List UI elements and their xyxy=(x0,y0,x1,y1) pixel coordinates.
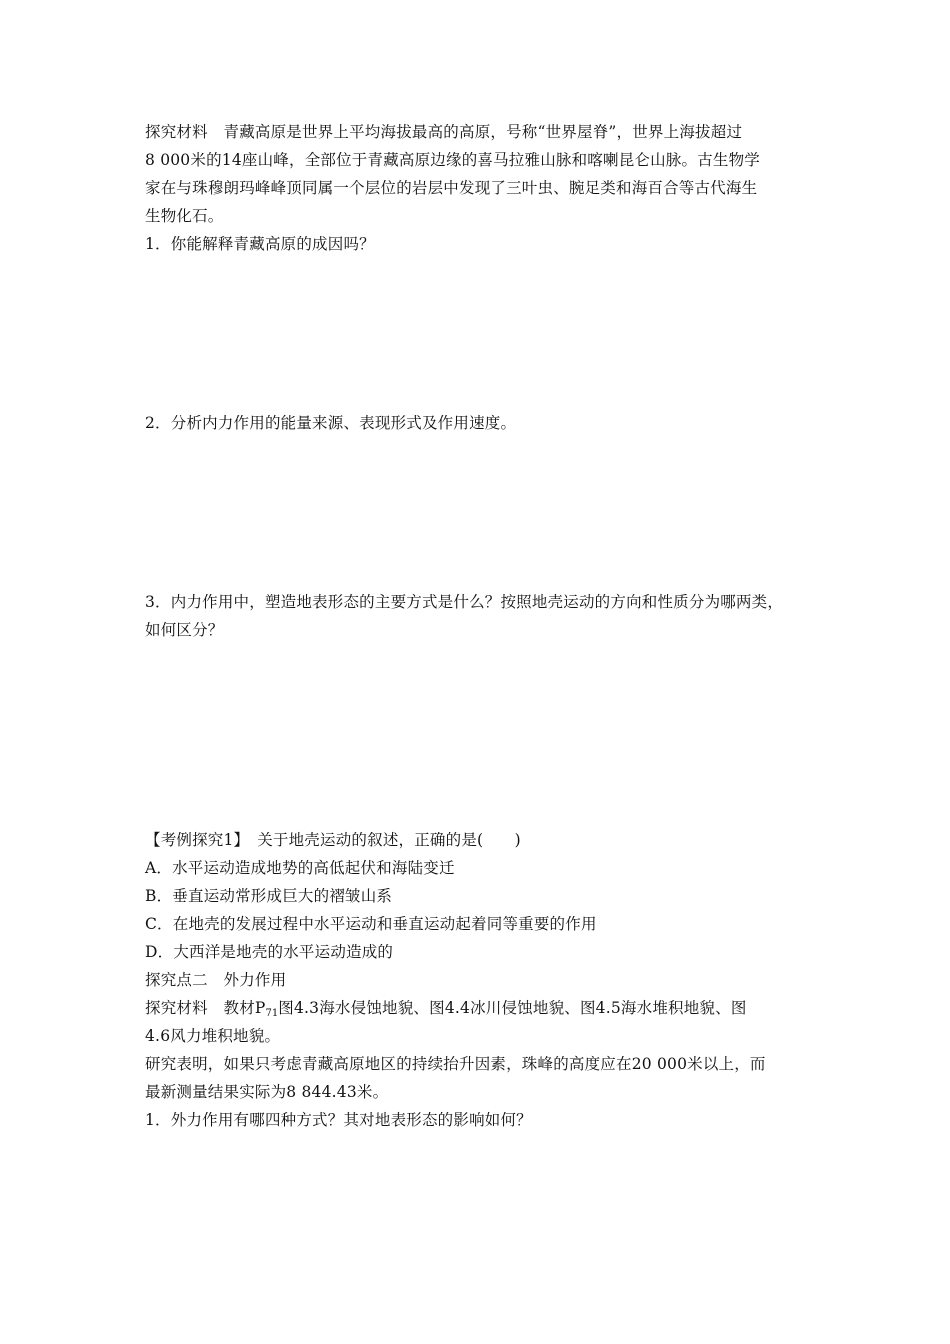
example-option-a: A．水平运动造成地势的高低起伏和海陆变迁 xyxy=(145,859,455,877)
section-2-question-1: 1．外力作用有哪四种方式？其对地表形态的影响如何？ xyxy=(145,1111,532,1129)
section-2-heading: 探究点二 外力作用 xyxy=(145,971,287,989)
intro-line-4: 生物化石。 xyxy=(145,207,224,225)
example-option-c: C．在地壳的发展过程中水平运动和垂直运动起着同等重要的作用 xyxy=(145,915,597,933)
page-subscript: 71 xyxy=(265,1008,279,1019)
example-stem: 【考例探究1】 关于地壳运动的叙述，正确的是( ) xyxy=(145,831,521,849)
intro-line-2: 8 000米的14座山峰，全部位于青藏高原边缘的喜马拉雅山脉和喀喇昆仑山脉。古生物学 xyxy=(145,151,760,169)
question-3-line-2: 如何区分？ xyxy=(145,621,224,639)
question-3-line-1: 3．内力作用中，塑造地表形态的主要方式是什么？按照地壳运动的方向和性质分为哪两类， xyxy=(145,593,784,611)
intro-line-1: 探究材料 青藏高原是世界上平均海拔最高的高原，号称“世界屋脊”，世界上海拔超过 xyxy=(145,123,743,141)
material-rest: 图4.3海水侵蚀地貌、图4.4冰川侵蚀地貌、图4.5海水堆积地貌、图 xyxy=(278,999,747,1017)
question-1: 1．你能解释青藏高原的成因吗？ xyxy=(145,235,375,253)
intro-line-3: 家在与珠穆朗玛峰峰顶同属一个层位的岩层中发现了三叶虫、腕足类和海百合等古代海生 xyxy=(145,179,758,197)
material-prefix: 探究材料 教材P xyxy=(145,999,266,1017)
question-2: 2．分析内力作用的能量来源、表现形式及作用速度。 xyxy=(145,414,517,432)
research-line-1: 研究表明，如果只考虑青藏高原地区的持续抬升因素，珠峰的高度应在20 000米以上，而 xyxy=(145,1055,766,1073)
example-option-b: B．垂直运动常形成巨大的褶皱山系 xyxy=(145,887,393,905)
example-option-d: D．大西洋是地壳的水平运动造成的 xyxy=(145,943,394,961)
section-2-material-line-1 xyxy=(145,998,747,1024)
research-line-2: 最新测量结果实际为8 844.43米。 xyxy=(145,1083,389,1101)
section-2-material-line-2: 4.6风力堆积地貌。 xyxy=(145,1027,281,1045)
